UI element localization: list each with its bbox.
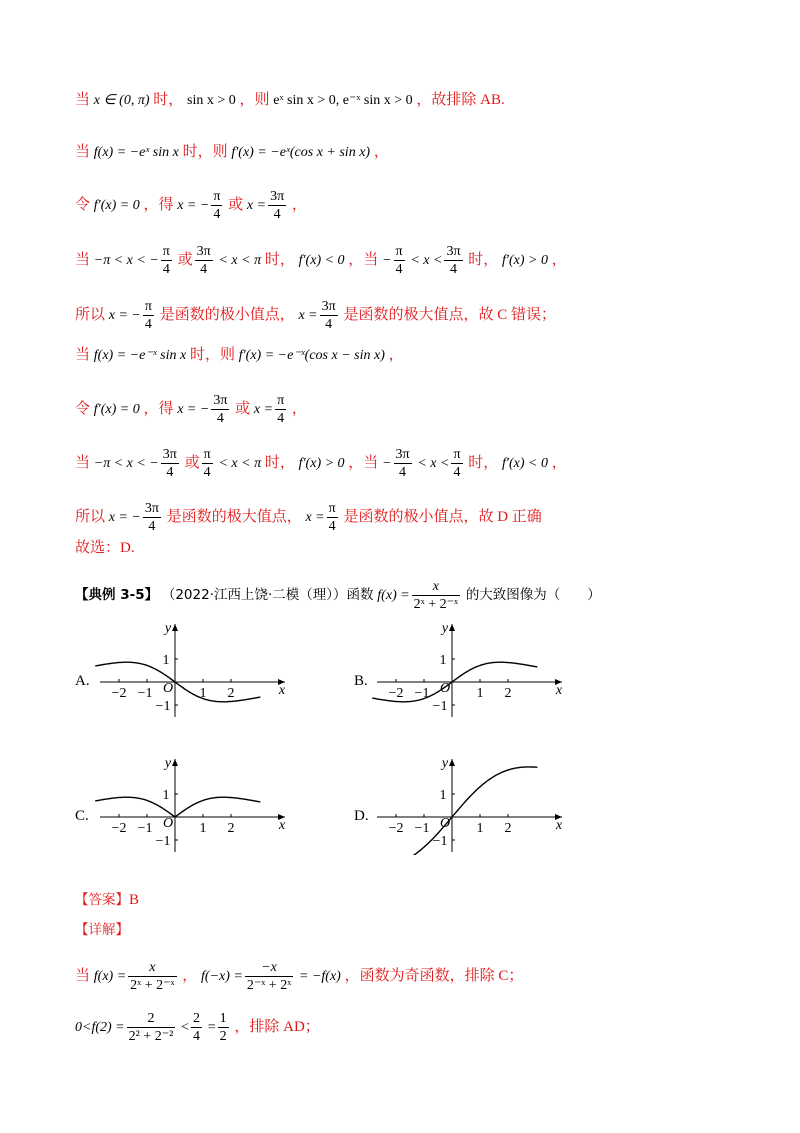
function-curve [95, 797, 260, 817]
text: ， [291, 196, 307, 213]
fraction: $\frac{1}{2}$ [219, 1011, 227, 1044]
graph-d[interactable] [372, 755, 572, 860]
text: 的大致图像为（ ） [465, 586, 601, 603]
text: 或 [184, 454, 200, 471]
solution-line-2 [75, 142, 389, 163]
fraction: $\frac{3\pi}{4}$ [162, 447, 177, 480]
detail-line-1 [75, 959, 523, 994]
fraction: $\frac{3\pi}{4}$ [270, 189, 285, 222]
x-tick-label: 2 [227, 821, 235, 836]
example-source: （2022·江西上饶·二模（理））函数 [161, 586, 374, 603]
math: < [181, 1019, 189, 1035]
graph-b[interactable] [372, 620, 572, 725]
x-axis-label: x [555, 818, 563, 833]
y-tick-label: −1 [432, 834, 448, 849]
math: eˣ sin x > 0, e⁻ˣ sin x > 0 [273, 93, 413, 108]
solution-line-5 [75, 298, 556, 333]
y-tick-label: 1 [162, 788, 170, 803]
text: ，当 [348, 251, 379, 268]
text: ，故排除 AB. [416, 92, 505, 108]
solution-line-6 [75, 345, 404, 366]
math: x ∈ (0, π) [93, 93, 150, 108]
graph-d-svg [372, 755, 572, 855]
origin-label: O [439, 681, 451, 696]
text: 令 [75, 196, 91, 213]
y-tick-label: 1 [439, 788, 447, 803]
option-c-label[interactable]: C. [75, 808, 89, 824]
fraction: $\frac{-x}{\text{2⁻ˣ + 2ˣ}}$ [246, 960, 292, 993]
math: f′(x) = −e⁻ˣ(cos x − sin x) [238, 348, 385, 363]
y-axis-label: y [441, 621, 449, 636]
origin-label: O [439, 816, 451, 831]
y-axis-arrow [449, 624, 455, 631]
math: < x < [410, 252, 443, 268]
text: 时， [468, 454, 499, 471]
y-axis-label: y [441, 756, 449, 771]
math: < x < π [218, 252, 262, 268]
text: 或 [228, 196, 244, 213]
answer-tag: 【答案】 [75, 892, 129, 908]
math: f′(x) > 0 [298, 455, 345, 471]
fraction: $\frac{\pi}{4}$ [277, 393, 285, 426]
text: 时， [153, 92, 184, 108]
text: ， [388, 347, 404, 363]
graph-c[interactable] [95, 755, 295, 860]
text: 故选：D. [75, 540, 135, 556]
x-axis-label: x [278, 818, 286, 833]
option-d-label[interactable]: D. [354, 808, 369, 824]
x-axis-label: x [278, 683, 286, 698]
text: ，当 [348, 454, 379, 471]
text: 当 [75, 454, 91, 471]
origin-label: O [162, 681, 174, 696]
text: ，排除 AD； [234, 1018, 320, 1035]
math: − [382, 455, 392, 471]
text: 所以 [75, 508, 106, 525]
text: 当 [75, 144, 91, 160]
fraction: $\frac{\pi}{4}$ [162, 244, 170, 277]
x-tick-label: −2 [388, 821, 404, 836]
detail-line-2 [75, 1010, 320, 1045]
text: 或 [235, 400, 251, 417]
origin-label: O [162, 816, 174, 831]
math: − [382, 252, 392, 268]
graph-a-svg [95, 620, 295, 720]
math: f′(x) = −eˣ(cos x + sin x) [231, 145, 371, 160]
x-tick-label: −1 [137, 821, 153, 836]
text: 当 [75, 967, 91, 984]
math: < x < [417, 455, 450, 471]
math: −π < x < − [93, 252, 159, 268]
y-tick-label: −1 [432, 699, 448, 714]
x-tick-label: −2 [111, 686, 127, 701]
example-heading [75, 578, 601, 613]
math: f′(x) < 0 [298, 252, 345, 268]
math: f′(x) = 0 [93, 401, 140, 417]
math: f(x) = −eˣ sin x [93, 145, 179, 160]
text: 时， [264, 454, 295, 471]
text: 是函数的极大值点，故 C 错误； [343, 306, 556, 323]
graph-b-svg [372, 620, 572, 720]
math: −π < x < − [93, 455, 159, 471]
text: 时， [468, 251, 499, 268]
fraction: $\frac{3\pi}{4}$ [395, 447, 410, 480]
detail-tag [75, 920, 129, 940]
y-axis-arrow [172, 624, 178, 631]
text: 当 [75, 347, 91, 363]
x-tick-label: 2 [504, 686, 512, 701]
fraction: $\frac{x}{\text{2ˣ + 2⁻ˣ}}$ [130, 960, 175, 993]
math: x = − [177, 197, 210, 213]
math: f(−x) = [201, 968, 243, 984]
math: x = [253, 401, 274, 417]
solution-line-9 [75, 500, 542, 535]
x-tick-label: −1 [137, 686, 153, 701]
fraction: $\frac{\pi}{4}$ [395, 244, 403, 277]
text: 是函数的极大值点， [166, 508, 302, 525]
answer-line [75, 890, 139, 910]
math: f(x) = −e⁻ˣ sin x [93, 348, 187, 363]
text: 当 [75, 92, 91, 108]
y-tick-label: 1 [439, 653, 447, 668]
text: ， [182, 967, 198, 984]
fraction: $\frac{2}{4}$ [192, 1011, 200, 1044]
example-tag: 【典例 3-5】 [75, 586, 159, 603]
solution-line-10 [75, 538, 135, 558]
solution-line-3 [75, 188, 307, 223]
text: ，得 [143, 196, 174, 213]
graph-a[interactable] [95, 620, 295, 725]
fraction: $\frac{3\pi}{4}$ [446, 244, 461, 277]
math: x = − [108, 509, 141, 525]
y-tick-label: −1 [155, 699, 171, 714]
x-tick-label: −2 [111, 821, 127, 836]
answer-value: B [129, 892, 140, 908]
x-tick-label: 2 [227, 686, 235, 701]
fraction: $\frac{\pi}{4}$ [203, 447, 211, 480]
math: f(x) = [377, 587, 410, 603]
math: x = [246, 197, 267, 213]
math: x = [298, 307, 318, 323]
y-axis-label: y [164, 621, 172, 636]
fraction: $\frac{3\pi}{4}$ [321, 299, 336, 332]
fraction: $\frac{3\pi}{4}$ [144, 501, 159, 534]
graph-c-svg [95, 755, 295, 855]
text: 令 [75, 400, 91, 417]
fraction: $\frac{\pi}{4}$ [213, 189, 221, 222]
fraction: $\frac{2}{\text{2² + 2⁻²}}$ [128, 1011, 174, 1044]
text: 或 [177, 251, 193, 268]
fraction: $\frac{\pi}{4}$ [328, 501, 336, 534]
x-axis-label: x [555, 683, 563, 698]
math: x = − [108, 307, 141, 323]
text: ，函数为奇函数，排除 C； [344, 967, 524, 984]
text: 时，则 [182, 144, 228, 160]
y-axis-label: y [164, 756, 172, 771]
y-tick-label: 1 [162, 653, 170, 668]
x-tick-label: 1 [476, 686, 484, 701]
y-axis-arrow [172, 759, 178, 766]
text: 时， [264, 251, 295, 268]
math: < x < π [218, 455, 262, 471]
math: f′(x) < 0 [502, 455, 548, 471]
fraction: $\frac{x}{\text{2ˣ + 2⁻ˣ}}$ [413, 579, 459, 612]
text: 当 [75, 251, 91, 268]
function-curve [372, 767, 537, 855]
text: ，得 [143, 400, 174, 417]
text: ，则 [239, 92, 270, 108]
fraction: $\frac{\pi}{4}$ [453, 447, 461, 480]
text: ， [291, 400, 307, 417]
text: ， [551, 251, 567, 268]
math: f(x) = [93, 968, 127, 984]
solution-line-4 [75, 243, 567, 278]
math: f′(x) = 0 [93, 197, 140, 213]
math: x = [305, 509, 325, 525]
text: ， [551, 454, 567, 471]
solution-line-7 [75, 392, 307, 427]
math: x = − [177, 401, 210, 417]
fraction: $\frac{\pi}{4}$ [144, 299, 152, 332]
y-axis-arrow [449, 759, 455, 766]
math: f′(x) > 0 [502, 252, 548, 268]
detail-tag-text: 【详解】 [75, 922, 129, 938]
x-tick-label: −1 [414, 821, 430, 836]
x-tick-label: 1 [199, 686, 207, 701]
text: 是函数的极小值点， [159, 306, 295, 323]
text: 所以 [75, 306, 106, 323]
x-tick-label: 2 [504, 821, 512, 836]
x-tick-label: −1 [414, 686, 430, 701]
solution-line-8 [75, 446, 567, 481]
text: ， [373, 144, 389, 160]
x-tick-label: 1 [476, 821, 484, 836]
option-b-label[interactable]: B. [354, 673, 368, 689]
math: sin x > 0 [187, 93, 236, 108]
y-tick-label: −1 [155, 834, 171, 849]
solution-line-1 [75, 90, 505, 111]
math: = −f(x) [299, 968, 341, 984]
math: = [207, 1019, 216, 1035]
text: 时，则 [189, 347, 235, 363]
text: 是函数的极小值点，故 D 正确 [343, 508, 542, 525]
x-tick-label: 1 [199, 821, 207, 836]
x-tick-label: −2 [388, 686, 404, 701]
math: 0<f(2) = [75, 1019, 125, 1035]
option-a-label[interactable]: A. [75, 673, 90, 689]
fraction: $\frac{3\pi}{4}$ [213, 393, 228, 426]
fraction: $\frac{3\pi}{4}$ [196, 244, 211, 277]
